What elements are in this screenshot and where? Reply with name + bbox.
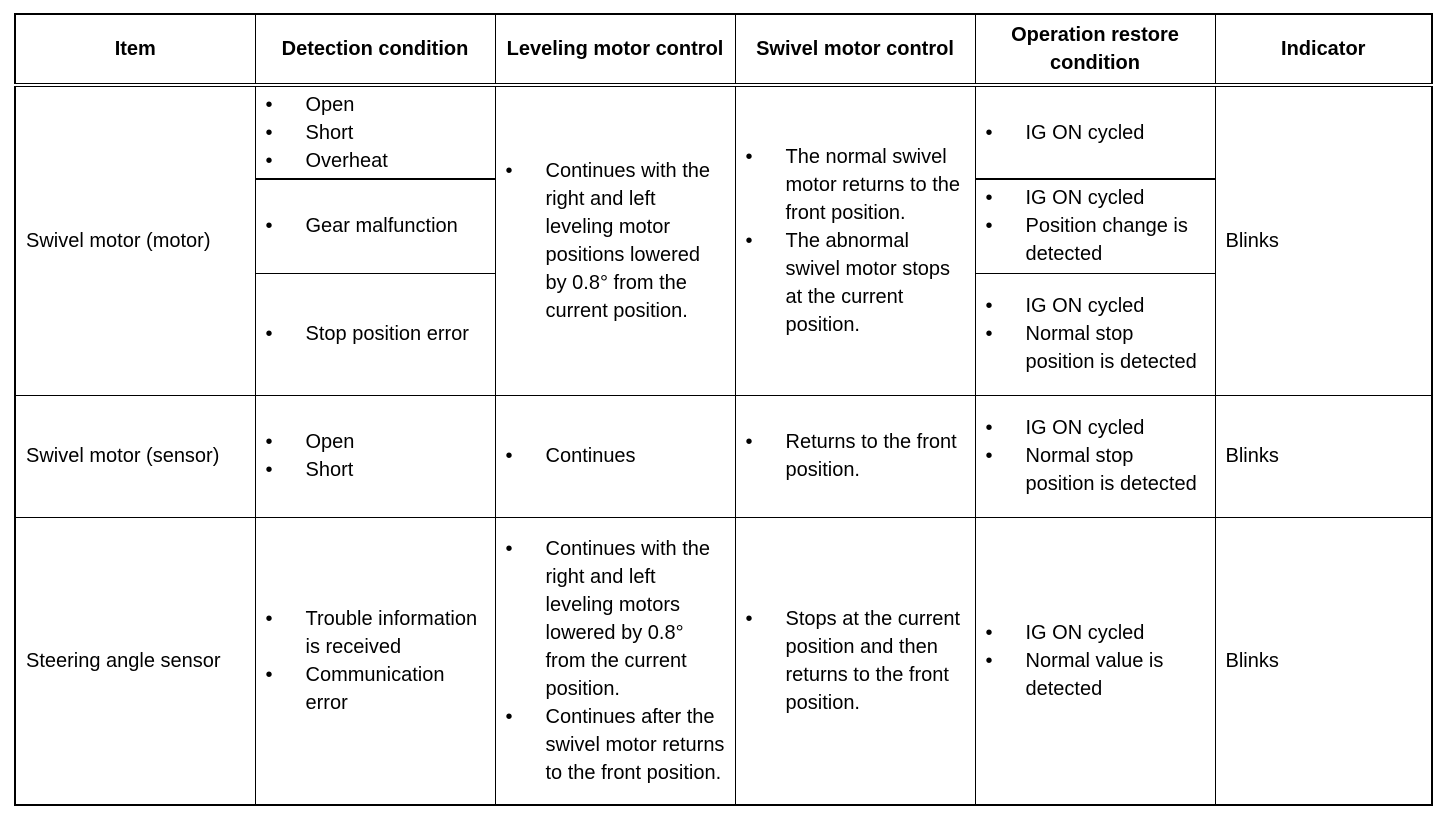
bullet-list <box>256 428 495 484</box>
bullet-list <box>976 184 1215 268</box>
header-item: Item <box>15 14 255 85</box>
table-row <box>15 517 1432 805</box>
restore-cell <box>975 273 1215 395</box>
header-leveling-motor-control: Leveling motor control <box>495 14 735 85</box>
item-cell: Swivel motor (sensor) <box>15 395 255 517</box>
leveling-cell <box>495 395 735 517</box>
detection-cell <box>255 517 495 805</box>
item-cell: Swivel motor (motor) <box>15 85 255 395</box>
bullet-item: • Stops at the current position and then returns to the front position. <box>746 605 967 717</box>
header-swivel-motor-control: Swivel motor control <box>735 14 975 85</box>
detection-cell <box>255 273 495 395</box>
swivel-cell <box>735 395 975 517</box>
swivel-cell <box>735 517 975 805</box>
bullet-list <box>256 605 495 717</box>
bullet-item: • Normal stop position is detected <box>986 320 1207 376</box>
bullet-item: • Continues with the right and left leveling motors lowered by 0.8° from the current position. <box>506 535 727 703</box>
bullet-item: • Stop position error <box>266 320 487 348</box>
restore-cell <box>975 395 1215 517</box>
bullet-item: • Normal value is detected <box>986 647 1207 703</box>
bullet-item: • IG ON cycled <box>986 619 1207 647</box>
bullet-list <box>976 292 1215 376</box>
header-detection-condition: Detection condition <box>255 14 495 85</box>
bullet-item: • Returns to the front position. <box>746 428 967 484</box>
restore-cell <box>975 179 1215 273</box>
bullet-item: • Open <box>266 91 487 119</box>
bullet-list <box>256 212 495 240</box>
bullet-list <box>256 91 495 175</box>
bullet-list <box>496 535 735 787</box>
bullet-item: • Continues with the right and left leveling motor positions lowered by 0.8° from the current position. <box>506 157 727 325</box>
restore-cell <box>975 517 1215 805</box>
bullet-item: • Gear malfunction <box>266 212 487 240</box>
indicator-cell: Blinks <box>1215 85 1432 395</box>
detection-cell <box>255 179 495 273</box>
bullet-item: • Position change is detected <box>986 212 1207 268</box>
indicator-cell: Blinks <box>1215 395 1432 517</box>
bullet-list <box>496 157 735 325</box>
detection-cell <box>255 395 495 517</box>
bullet-item: • Continues <box>506 442 727 470</box>
fail-safe-table <box>14 13 1433 806</box>
bullet-list <box>976 119 1215 147</box>
detection-cell <box>255 85 495 179</box>
bullet-list <box>976 414 1215 498</box>
item-cell: Steering angle sensor <box>15 517 255 805</box>
leveling-cell <box>495 517 735 805</box>
bullet-item: • Continues after the swivel motor returns to the front position. <box>506 703 727 787</box>
bullet-item: • The abnormal swivel motor stops at the current position. <box>746 227 967 339</box>
bullet-item: • IG ON cycled <box>986 184 1207 212</box>
bullet-item: • The normal swivel motor returns to the front position. <box>746 143 967 227</box>
header-indicator: Indicator <box>1215 14 1432 85</box>
bullet-list <box>736 428 975 484</box>
swivel-cell <box>735 85 975 395</box>
bullet-item: • IG ON cycled <box>986 414 1207 442</box>
header-operation-restore-condition: Operation restore condition <box>975 14 1215 85</box>
leveling-cell <box>495 85 735 395</box>
bullet-item: • Communication error <box>266 661 487 717</box>
restore-cell <box>975 85 1215 179</box>
bullet-item: • Overheat <box>266 147 487 175</box>
bullet-list <box>256 320 495 348</box>
document <box>14 13 1431 806</box>
table-row <box>15 85 1432 179</box>
bullet-list <box>496 442 735 470</box>
bullet-list <box>976 619 1215 703</box>
bullet-item: • IG ON cycled <box>986 292 1207 320</box>
header-row <box>15 14 1432 85</box>
bullet-item: • Short <box>266 119 487 147</box>
indicator-cell: Blinks <box>1215 517 1432 805</box>
bullet-item: • IG ON cycled <box>986 119 1207 147</box>
bullet-item: • Open <box>266 428 487 456</box>
bullet-list <box>736 143 975 339</box>
bullet-item: • Short <box>266 456 487 484</box>
table-row <box>15 395 1432 517</box>
bullet-item: • Trouble information is received <box>266 605 487 661</box>
bullet-item: • Normal stop position is detected <box>986 442 1207 498</box>
bullet-list <box>736 605 975 717</box>
